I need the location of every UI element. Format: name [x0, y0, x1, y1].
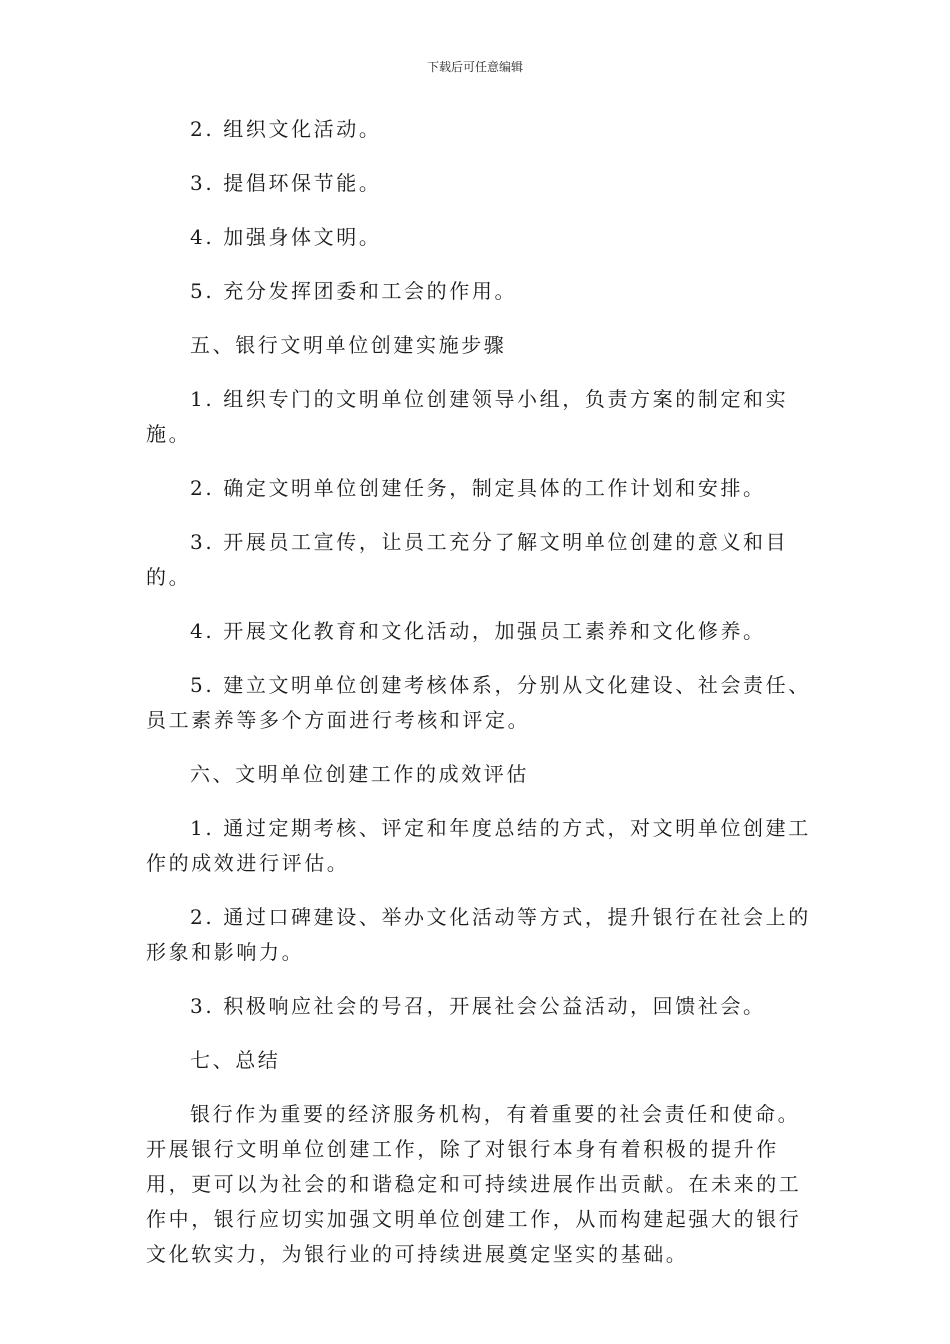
section-heading-6: 六、文明单位创建工作的成效评估 [190, 762, 529, 786]
step-item-5: 5. 建立文明单位创建考核体系，分别从文化建设、社会责任、员工素养等多个方面进行考核和评定。 [146, 673, 811, 732]
list-item-3: 3. 提倡环保节能。 [190, 171, 382, 195]
list-item-4: 4. 加强身体文明。 [190, 225, 382, 249]
step-item-2: 2. 确定文明单位创建任务，制定具体的工作计划和安排。 [190, 476, 766, 500]
list-item-5: 5. 充分发挥团委和工会的作用。 [190, 279, 518, 303]
summary-paragraph: 银行作为重要的经济服务机构，有着重要的社会责任和使命。开展银行文明单位创建工作，除了对银行本身有着积极的提升作用，更可以为社会的和谐稳定和可持续进展作出贡献。在未来的工作中，银行应切实加强文明单位创建工作，从而构建起强大的银行文化软实力，为银行业的可持续进展奠定坚实的基础。 [146, 1102, 802, 1266]
section-heading-5: 五、银行文明单位创建实施步骤 [190, 333, 507, 357]
step-item-3: 3. 开展员工宣传，让员工充分了解文明单位创建的意义和目的。 [146, 530, 789, 589]
evaluation-item-2: 2. 通过口碑建设、举办文化活动等方式，提升银行在社会上的形象和影响力。 [146, 905, 811, 964]
evaluation-item-1: 1. 通过定期考核、评定和年度总结的方式，对文明单位创建工作的成效进行评估。 [146, 816, 811, 875]
page-header-watermark: 下载后可任意编辑 [426, 60, 523, 74]
section-heading-7: 七、总结 [190, 1048, 281, 1072]
list-item-2: 2. 组织文化活动。 [190, 117, 382, 141]
step-item-1: 1. 组织专门的文明单位创建领导小组，负责方案的制定和实施。 [146, 387, 789, 446]
evaluation-item-3: 3. 积极响应社会的号召，开展社会公益活动，回馈社会。 [190, 994, 766, 1018]
step-item-4: 4. 开展文化教育和文化活动，加强员工素养和文化修养。 [190, 619, 766, 643]
document-body [146, 112, 814, 1272]
